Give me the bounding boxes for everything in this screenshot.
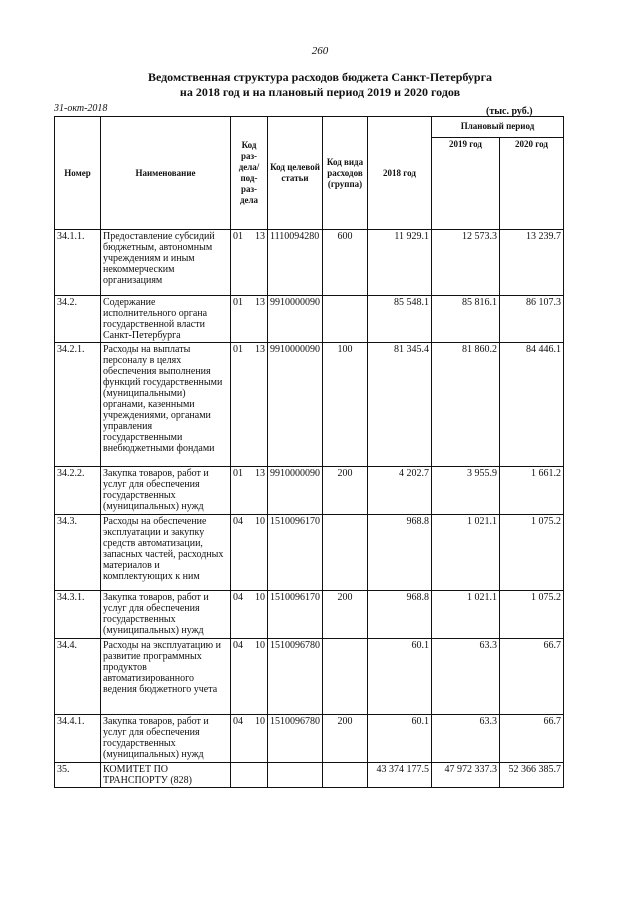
row-target: 1510096780	[268, 715, 323, 763]
budget-table	[54, 116, 564, 788]
row-number: 35.	[55, 763, 101, 788]
row-name: КОМИТЕТ ПО ТРАНСПОРТУ (828)	[101, 763, 231, 788]
row-target: 9910000090	[268, 467, 323, 515]
row-2019: 1 021.1	[432, 515, 500, 591]
row-expense-type: 200	[323, 715, 368, 763]
row-2020: 66.7	[500, 639, 564, 715]
row-number: 34.1.1.	[55, 230, 101, 296]
row-name: Закупка товаров, работ и услуг для обеспечения государственных (муниципальных) нужд	[101, 467, 231, 515]
header-2018: 2018 год	[368, 117, 432, 230]
row-target: 9910000090	[268, 343, 323, 467]
row-2019: 63.3	[432, 715, 500, 763]
row-section: 04	[231, 515, 246, 591]
row-name: Закупка товаров, работ и услуг для обеспечения государственных (муниципальных) нужд	[101, 591, 231, 639]
row-section: 01	[231, 296, 246, 343]
row-2020: 1 075.2	[500, 591, 564, 639]
row-number: 34.3.	[55, 515, 101, 591]
row-section: 01	[231, 467, 246, 515]
row-subsection: 13	[246, 343, 268, 467]
row-number: 34.3.1.	[55, 591, 101, 639]
row-name: Расходы на эксплуатацию и развитие программных продуктов автоматизированного ведения бюджетного учета	[101, 639, 231, 715]
row-name: Расходы на обеспечение эксплуатации и закупку средств автоматизации, запасных частей, расходных материалов и комплектующих к ним	[101, 515, 231, 591]
row-target: 9910000090	[268, 296, 323, 343]
row-expense-type: 200	[323, 591, 368, 639]
table-row	[55, 639, 564, 715]
row-section	[231, 763, 246, 788]
header-expense-type: Код вида расходов (группа)	[323, 117, 368, 230]
row-2020: 84 446.1	[500, 343, 564, 467]
table-row	[55, 763, 564, 788]
row-name: Расходы на выплаты персоналу в целях обеспечения выполнения функций государственными (муниципальными) органами, казенными учреждениями, органами управления государственными внебюджетными фондами	[101, 343, 231, 467]
row-2019: 63.3	[432, 639, 500, 715]
row-expense-type	[323, 296, 368, 343]
row-number: 34.2.1.	[55, 343, 101, 467]
row-2020: 1 075.2	[500, 515, 564, 591]
row-2019: 81 860.2	[432, 343, 500, 467]
title-line-2: на 2018 год и на плановый период 2019 и 2020 годов	[179, 85, 461, 99]
row-name: Содержание исполнительного органа государственной власти Санкт-Петербурга	[101, 296, 231, 343]
row-subsection: 10	[246, 591, 268, 639]
row-section: 01	[231, 230, 246, 296]
header-number: Номер	[55, 117, 101, 230]
row-target	[268, 763, 323, 788]
row-2018: 11 929.1	[368, 230, 432, 296]
row-name: Предоставление субсидий бюджетным, автономным учреждениям и иным некоммерческим организациям	[101, 230, 231, 296]
row-expense-type	[323, 763, 368, 788]
row-2019: 12 573.3	[432, 230, 500, 296]
row-target: 1510096780	[268, 639, 323, 715]
row-2019: 85 816.1	[432, 296, 500, 343]
units-label: (тыс. руб.)	[486, 106, 533, 117]
header-name: Наименование	[101, 117, 231, 230]
row-subsection: 10	[246, 639, 268, 715]
row-2019: 3 955.9	[432, 467, 500, 515]
row-2018: 60.1	[368, 715, 432, 763]
row-2018: 81 345.4	[368, 343, 432, 467]
row-number: 34.4.	[55, 639, 101, 715]
page-number: 260	[311, 45, 329, 57]
table-row	[55, 715, 564, 763]
table-row	[55, 467, 564, 515]
row-target: 1110094280	[268, 230, 323, 296]
row-2019: 47 972 337.3	[432, 763, 500, 788]
row-subsection: 10	[246, 515, 268, 591]
row-subsection: 10	[246, 715, 268, 763]
row-2018: 968.8	[368, 515, 432, 591]
row-number: 34.2.2.	[55, 467, 101, 515]
row-2018: 60.1	[368, 639, 432, 715]
row-2019: 1 021.1	[432, 591, 500, 639]
row-subsection: 13	[246, 467, 268, 515]
row-2018: 85 548.1	[368, 296, 432, 343]
table-row	[55, 296, 564, 343]
header-target: Код целевой статьи	[268, 117, 323, 230]
header-section: Код раз-дела/ под-раз-дела	[231, 117, 268, 230]
row-name: Закупка товаров, работ и услуг для обеспечения государственных (муниципальных) нужд	[101, 715, 231, 763]
table-row	[55, 515, 564, 591]
row-2018: 4 202.7	[368, 467, 432, 515]
row-2020: 1 661.2	[500, 467, 564, 515]
header-2019: 2019 год	[432, 137, 500, 229]
row-section: 04	[231, 715, 246, 763]
row-subsection	[246, 763, 268, 788]
table-row	[55, 343, 564, 467]
document-date: 31-окт-2018	[54, 103, 108, 114]
row-section: 04	[231, 591, 246, 639]
row-section: 04	[231, 639, 246, 715]
row-2020: 66.7	[500, 715, 564, 763]
row-expense-type: 600	[323, 230, 368, 296]
row-2020: 52 366 385.7	[500, 763, 564, 788]
row-expense-type: 200	[323, 467, 368, 515]
table-row	[55, 230, 564, 296]
row-subsection: 13	[246, 230, 268, 296]
row-2018: 968.8	[368, 591, 432, 639]
row-number: 34.4.1.	[55, 715, 101, 763]
title-line-1: Ведомственная структура расходов бюджета Санкт-Петербурга	[147, 70, 493, 84]
row-2020: 86 107.3	[500, 296, 564, 343]
row-target: 1510096170	[268, 591, 323, 639]
header-2020: 2020 год	[500, 137, 564, 229]
row-expense-type	[323, 515, 368, 591]
row-number: 34.2.	[55, 296, 101, 343]
row-subsection: 13	[246, 296, 268, 343]
row-expense-type: 100	[323, 343, 368, 467]
row-expense-type	[323, 639, 368, 715]
document-title	[60, 70, 580, 100]
header-planned-period: Плановый период	[432, 117, 564, 138]
row-section: 01	[231, 343, 246, 467]
table-row	[55, 591, 564, 639]
row-2020: 13 239.7	[500, 230, 564, 296]
row-target: 1510096170	[268, 515, 323, 591]
row-2018: 43 374 177.5	[368, 763, 432, 788]
